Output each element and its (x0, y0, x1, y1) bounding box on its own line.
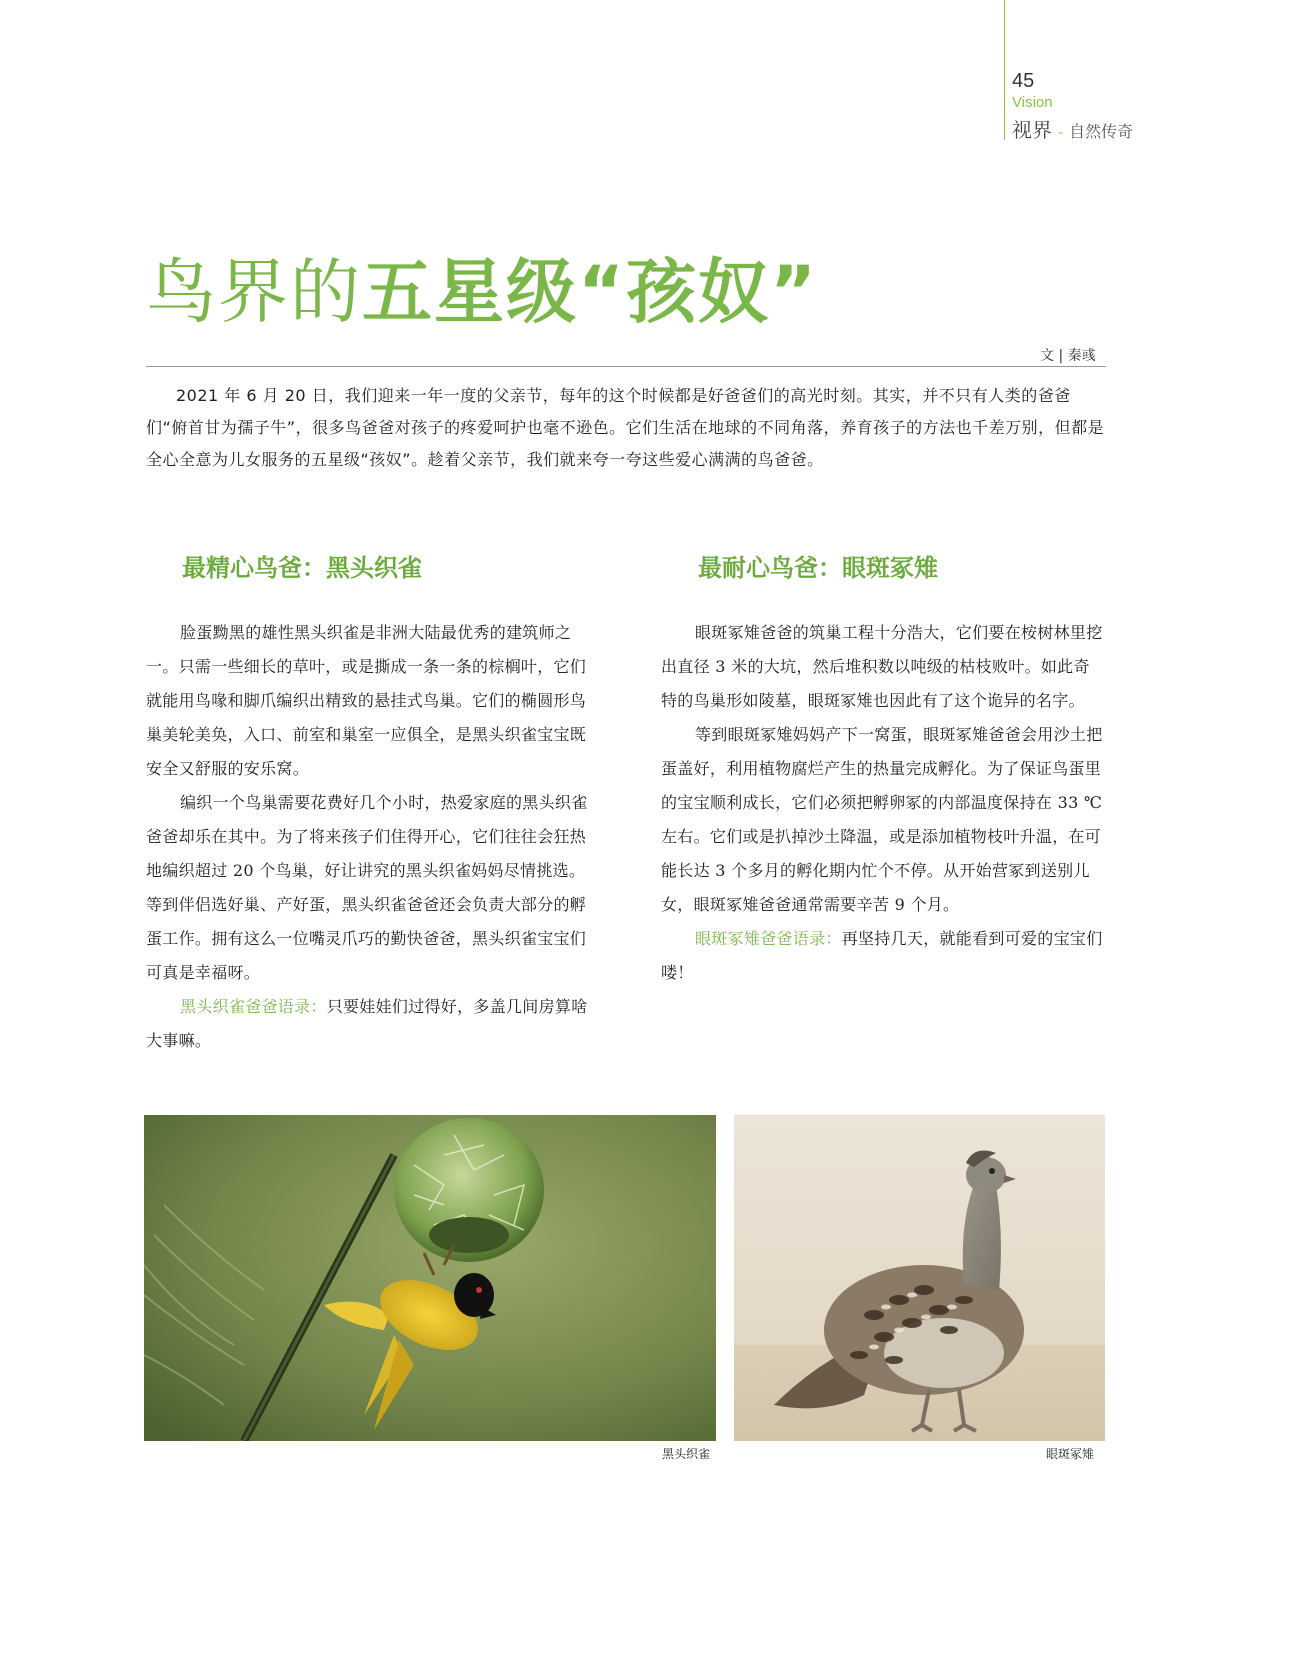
left-quote-label: 黑头织雀爸爸语录： (180, 997, 327, 1016)
title-bold: 五星级“孩奴” (362, 251, 819, 333)
left-quote (146, 990, 590, 1058)
right-paragraph-2: 等到眼斑冢雉妈妈产下一窝蛋，眼斑冢雉爸爸会用沙土把蛋盖好，利用植物腐烂产生的热量完成孵化。为了保证鸟蛋里的宝宝顺利成长，它们必须把孵卵冢的内部温度保持在 33 ℃左右。它们或是扒掉沙土降温，或是添加植物枝叶升温，在可能长达 3 个多月的孵化期内忙个不停。从开始营冢到送别儿女，眼斑冢雉爸爸通常需要辛苦 9 个月。 (661, 725, 1103, 914)
author-byline: 文 | 秦彧 (1040, 348, 1096, 364)
weaver-caption: 黑头织雀 (662, 1447, 711, 1461)
left-column-body (146, 616, 590, 1058)
vision-label: Vision (1012, 94, 1053, 111)
title-rule (146, 366, 1106, 367)
right-quote-text: 再坚持几天，就能看到可爱的宝宝们喽！ (661, 929, 1103, 982)
page-number: 45 (1012, 70, 1035, 92)
malleefowl-illustration (734, 1115, 1105, 1441)
section-label (1012, 114, 1133, 143)
section-sub: 自然传奇 (1069, 122, 1134, 141)
intro-paragraph: 2021 年 6 月 20 日，我们迎来一年一度的父亲节，每年的这个时候都是好爸爸们的高光时刻。其实，并不只有人类的爸爸们“俯首甘为孺子牛”，很多鸟爸爸对孩子的疼爱呵护也毫不逊色。它们生活在地球的不同角落，养育孩子的方法也千差万别，但都是全心全意为儿女服务的五星级“孩奴”。趁着父亲节，我们就来夸一夸这些爱心满满的鸟爸爸。 (146, 386, 1105, 469)
left-paragraph-1: 脸蛋黝黑的雄性黑头织雀是非洲大陆最优秀的建筑师之一。只需一些细长的草叶，或是撕成一条一条的棕榈叶，它们就能用鸟喙和脚爪编织出精致的悬挂式鸟巢。它们的椭圆形鸟巢美轮美奂，入口、前室和巢室一应俱全，是黑头织雀宝宝既安全又舒服的安乐窝。 (146, 623, 587, 778)
malleefowl-photo (734, 1115, 1105, 1441)
weaver-bird-illustration (144, 1115, 716, 1441)
right-quote (661, 922, 1105, 990)
left-paragraph-2: 编织一个鸟巢需要花费好几个小时，热爱家庭的黑头织雀爸爸却乐在其中。为了将来孩子们住得开心，它们往往会狂热地编织超过 20 个鸟巢，好让讲究的黑头织雀妈妈尽情挑选。等到伴侣选好巢、产好蛋，黑头织雀爸爸还会负责大部分的孵蛋工作。拥有这么一位嘴灵爪巧的勤快爸爸，黑头织雀宝宝们可真是幸福呀。 (146, 793, 588, 982)
right-column-body (661, 616, 1105, 990)
article-title (146, 252, 818, 332)
header-divider-line (1004, 0, 1005, 140)
malleefowl-caption: 眼斑冢雉 (1046, 1447, 1095, 1461)
right-paragraph-1: 眼斑冢雉爸爸的筑巢工程十分浩大，它们要在桉树林里挖出直径 3 米的大坑，然后堆积数以吨级的枯枝败叶。如此奇特的鸟巢形如陵墓，眼斑冢雉也因此有了这个诡异的名字。 (661, 623, 1103, 710)
section-main: 视界 (1012, 118, 1052, 142)
title-light: 鸟界的 (146, 251, 362, 333)
weaver-bird-photo (144, 1115, 716, 1441)
left-heading: 最精心鸟爸：黑头织雀 (182, 554, 422, 582)
left-quote-text: 只要娃娃们过得好，多盖几间房算啥大事嘛。 (146, 997, 588, 1050)
right-heading: 最耐心鸟爸：眼斑冢雉 (698, 554, 938, 582)
section-separator: - (1058, 125, 1064, 141)
right-quote-label: 眼斑冢雉爸爸语录： (695, 929, 842, 948)
